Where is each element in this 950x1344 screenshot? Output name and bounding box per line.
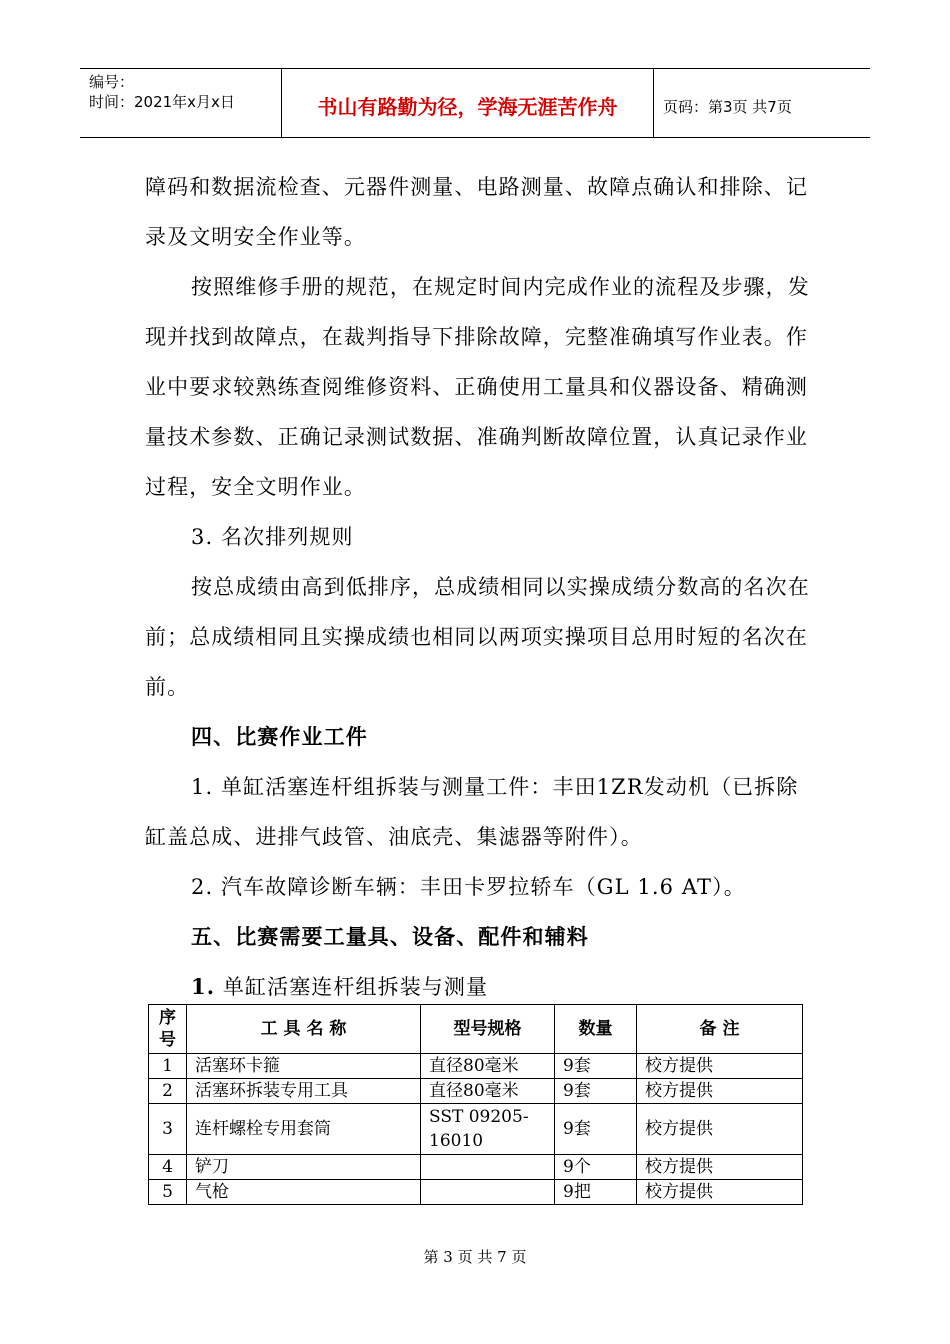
cell-seq: 2	[149, 1079, 187, 1104]
cell-seq: 3	[149, 1104, 187, 1155]
cell-quantity: 9套	[555, 1079, 637, 1104]
cell-model	[421, 1155, 555, 1180]
subsection-number: 1.	[191, 974, 216, 999]
section-5-heading: 五、比赛需要工量具、设备、配件和辅料	[191, 924, 589, 949]
cell-note: 校方提供	[637, 1155, 803, 1180]
paragraph-2: 按照维修手册的规范，在规定时间内完成作业的流程及步骤，发现并找到故障点，在裁判指导下排除故障，完整准确填写作业表。作业中要求较熟练查阅维修资料、正确使用工量具和仪器设备、精确测量技术参数、正确记录测试数据、准确判断故障位置，认真记录作业过程，安全文明作业。	[145, 275, 810, 499]
header-page-code: 页码：第3页 共7页	[663, 97, 792, 116]
table-row	[149, 1180, 803, 1205]
cell-model: 直径80毫米	[421, 1054, 555, 1079]
cell-note: 校方提供	[637, 1054, 803, 1079]
cell-model: SST 09205-16010	[421, 1104, 555, 1155]
page-header	[80, 68, 870, 138]
header-meta-cell	[80, 69, 282, 137]
subsection-title: 单缸活塞连杆组拆装与测量	[222, 975, 489, 999]
cell-seq: 4	[149, 1155, 187, 1180]
header-motto: 书山有路勤为径，学海无涯苦作舟	[282, 69, 654, 137]
document-body	[145, 162, 810, 1012]
cell-quantity: 9套	[555, 1054, 637, 1079]
cell-tool-name: 气枪	[187, 1180, 421, 1205]
table-header-row	[149, 1005, 803, 1054]
paragraph-workpiece-2: 2. 汽车故障诊断车辆：丰田卡罗拉轿车（GL 1.6 AT）。	[191, 875, 746, 899]
paragraph-workpiece-1: 1. 单缸活塞连杆组拆装与测量工件：丰田1ZR发动机（已拆除缸盖总成、进排气歧管、油底壳、集滤器等附件）。	[145, 775, 799, 849]
section-4-heading: 四、比赛作业工件	[191, 724, 368, 749]
header-number-label: 编号：	[89, 73, 135, 91]
cell-model: 直径80毫米	[421, 1079, 555, 1104]
paragraph-ranking: 按总成绩由高到低排序，总成绩相同以实操成绩分数高的名次在前；总成绩相同且实操成绩也相同以两项实操项目总用时短的名次在前。	[145, 575, 810, 699]
cell-tool-name: 活塞环卡箍	[187, 1054, 421, 1079]
header-seq	[149, 1005, 187, 1054]
cell-note: 校方提供	[637, 1180, 803, 1205]
table-row	[149, 1104, 803, 1155]
paragraph-1: 障码和数据流检查、元器件测量、电路测量、故障点确认和排除、记录及文明安全作业等。	[145, 175, 808, 249]
cell-note: 校方提供	[637, 1079, 803, 1104]
table-row	[149, 1079, 803, 1104]
cell-quantity: 9个	[555, 1155, 637, 1180]
header-note: 备 注	[637, 1005, 803, 1054]
table-row	[149, 1155, 803, 1180]
cell-tool-name: 连杆螺栓专用套筒	[187, 1104, 421, 1155]
header-time-label: 时间：2021年x月x日	[89, 93, 235, 111]
table-row	[149, 1054, 803, 1079]
cell-tool-name: 活塞环拆装专用工具	[187, 1079, 421, 1104]
cell-quantity: 9把	[555, 1180, 637, 1205]
cell-seq: 1	[149, 1054, 187, 1079]
header-model: 型号规格	[421, 1005, 555, 1054]
cell-model	[421, 1180, 555, 1205]
header-quantity: 数量	[555, 1005, 637, 1054]
cell-note: 校方提供	[637, 1104, 803, 1155]
header-seq-text: 序号	[159, 1008, 176, 1050]
ranking-rules-heading: 3. 名次排列规则	[191, 525, 354, 549]
cell-quantity: 9套	[555, 1104, 637, 1155]
tools-table	[148, 1004, 803, 1205]
page-footer-number: 第 3 页 共 7 页	[423, 1248, 527, 1266]
header-tool-name: 工 具 名 称	[187, 1005, 421, 1054]
cell-seq: 5	[149, 1180, 187, 1205]
cell-tool-name: 铲刀	[187, 1155, 421, 1180]
